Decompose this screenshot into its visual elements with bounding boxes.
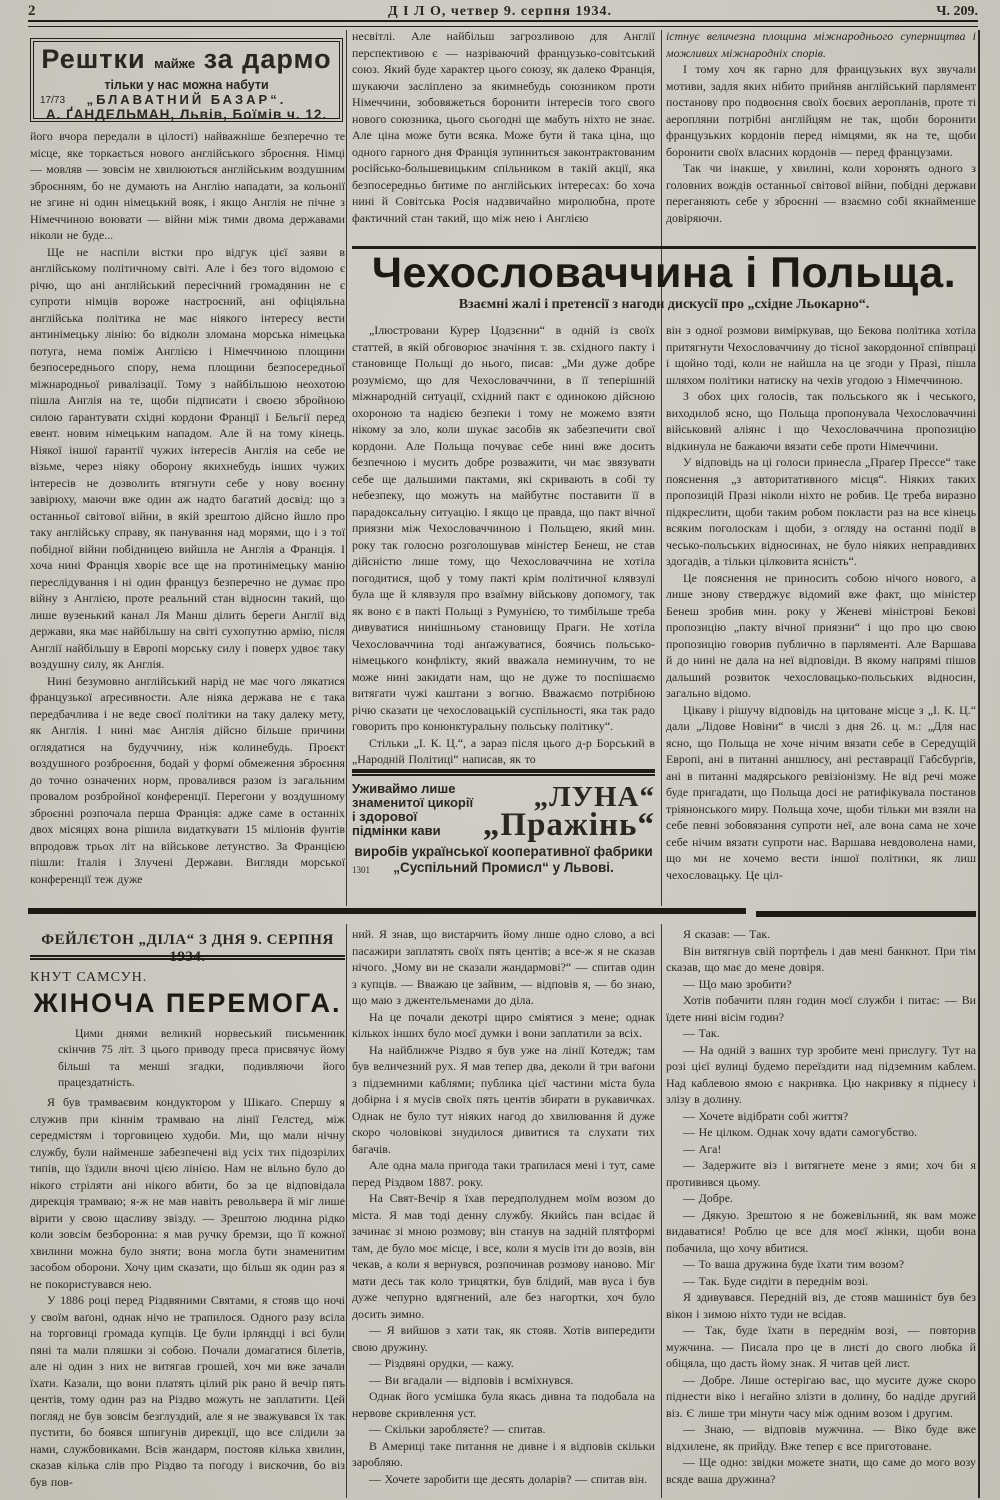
paragraph: несвітлі. Але найбільш загрозливою для Англії перспективою є — назріваючий французько-совітський союз. Який буде характер цього союзу, як далеко Франція, шукаючи засліплено за якимнебудь союзником проти Німеччини, зобовяжеться боронити інтересів того свого нового союзника, цього сьогодні ще мабуть ніхто не знає. Але ціна може бути всяка. Може бути й така ціна, що одного гарного дня Франція зупиниться законтрактованим російсько-большевицьким спільником в такій акції, яка безпосередньо битиме по англійських інтересах: бо хоча нині й Совітська Росія надзвичайно миролюбна, проте фактичний стан такий, що між нею і Англією [352,29,655,225]
article-column-1 [352,322,655,766]
page-number: 2 [28,3,36,19]
section-divider-bar [28,908,746,914]
middle-column-top-text [352,28,655,246]
column-divider [346,924,347,1498]
feuilleton-rule [30,955,345,960]
ad-store-label: „БЛАВАТНИЙ БАЗАР“. [86,92,287,107]
paragraph: — Так, буде їхати в переднім возі, — повторив мужчина. — Писала про це в листі до свого любка й обіцяла, що дасть йому знак. Я читав цей лист. [666,1323,976,1370]
ad-luna-line: Уживаймо лише [352,781,456,796]
paragraph: — Різдвяні орудки, — кажу. [369,1356,514,1370]
paragraph: Він витягнув свій портфель і дав мені банкнот. При тім сказав, що має до мене довіря. [666,943,976,974]
paragraph: На це почали декотрі щиро сміятися з мене; однак кількох інших було моєї думки і вони заплатили за всіх. [352,1009,655,1040]
paragraph: істнує величезна площина міжнароднього суперництва і можливих міжнародніх спорів. [666,29,976,60]
paragraph: І тому хоч як гарно для французьких вух звучали мотиви, задля яких нібито прийняв англійський парлямент постанову про подвоєння своїх боєвих аеропланів, проте ті аеропляни потрібні англійцям не так, щоби боронити французьких кордонів перед німцями, як на те, щоби боронити своїх власних кордонів — перед французами. [666,62,976,159]
paragraph: Стільки „І. К. Ц.“, а зараз після цього д-р Борський в „Народній Політиці“ написав, як то [352,735,655,766]
paragraph: — Добре. [683,1191,733,1205]
column-divider [661,924,662,1498]
masthead: Д І Л О, четвер 9. серпня 1934. [387,4,613,19]
ad-prazhin-brand: „Пражінь“ [482,807,655,843]
ad-subline: тільки у нас можна набути [104,78,269,92]
paragraph: — Не цілком. Однак хочу вдати самогубство. [683,1125,918,1139]
paragraph: Так чи інакше, у хвилині, коли хоронять одного з головних вождів останньої світової війни, побідні держави переганяють себе у зброєнні — взаємно собі якнайменше довіряючи. [666,161,976,225]
ad-luna-ref-number: 1301 [352,865,370,875]
paragraph: — То ваша дружина буде їхати тим возом? [683,1257,905,1271]
feuilleton-column-2 [352,926,655,1498]
issue-number: Ч. 209. [936,4,978,19]
paragraph: На Свят-Вечір я їхав передполуднем моїм возом до міста. Я мав тоді денну службу. Якийсь пан всідає й зачинає зі мною розмову; він станув на задній плятформі там, де було моє місце, і все, коли я мусів іти до возів, він чекав, а коли я вернувся, розпочинав розмову наново. Міг мати десь так коло трицятки, був блідий, мав вуса і був дуже чепурно вдягнений, але без нагортки, хоч було досить зимно. [352,1191,655,1321]
paragraph: ний. Я знав, що вистарчить йому лише одно слово, а всі пасажири заплатять своїх пять центів; а все-ж я не сказав нічого. „Чому ви не сказали жандармові?“ — спитав один з купців. — Вважаю це зайвим, — відповів я, — бо знаю, що маю з джентельменами до діла. [352,927,655,1007]
paragraph: — Знаю, — відповів мужчина. — Віко буде вже відхилене, як прийду. Вже тепер є все приготоване. [666,1422,976,1453]
paragraph: Нині безумовно англійський нарід не має чого лякатися французької аґресивности. Але ніяка держава не є така передбачлива і не веде своєї політики на таку далеку мету, як Англія. І нині має Англія дійсно більше причини оглядатися на будуччину, ніж колинебудь. Проєкт воздушного розброєння, бодай у формі обмеження зброєння до точно означених норм, провалився разом із загальним провалом розбройної конференції. Перегони у воздушному зброєнні розпочала перша Франція: адже саме в останніх двох місяцях вона рішила видаткувати 15 міліонів фунтів впродовж трьох літ на військове летунство. За Францією пішли: Італія і Злучені Держави. Вигляди морської конференції теж дуже [30,673,345,886]
paragraph: — Дякую. Зрештою я не божевільний, як вам може видаватися! Роблю це все для моєї жінки, щоби вона побачила, що хочу вбитися. [666,1207,976,1255]
ad-luna-left-text [352,810,441,838]
ad-luna-line: знаменитої цикорії [352,795,474,810]
paragraph: Цими днями великий норвеський письменник скінчив 75 літ. З цього приводу преса присвячує йому більші та менші згадки, подивляючи його працездатність. [58,1027,345,1089]
article-headline-block [352,251,976,313]
ad-store-name [34,92,339,107]
paragraph: У відповідь на ці голоси принесла „Праґер Прессе“ таке пояснення „з авторитативного місця“. Ніяких таких пропозицій Празі ніколи ніхто не робив. Це треба виразно підкреслити, щоби таким робом покласти раз на все кінець всяким поголоскам і щоби, з огляду на останні події в чесько-польських відносинах, не було ніяких неправдивих здогадів, а тільки цілковита ясність“. [666,455,976,568]
article-column-2 [666,322,976,908]
paragraph: У 1886 році перед Різдвяними Святами, я стояв що ночі у своїм ваґоні, однак нічо не трапилося. Одного разу всіла на торговиці громада купців. Це були ірляндці і всі були пяні та мали пляшки зі собою. Почали домагатися білетів, але ні один з них не витягав грошей, хоч ми вже зачали їхати. Казали, що вони платять цілий рік рано й вечір пять центів, тому один раз на Різдво можуть не заплатити. Цей погляд не був зовсім безглуздий, але я не зважувався їх так пустити, бо боявся шпигунів дирекції, що все слідили за нами, службовиками. Всів жандарм, постояв кілька хвилин, сказав кілька слів про Різдво та погоду і вискочив, бо віз був пов- [30,1293,345,1489]
paragraph: — Скільки заробляєте? — спитав. [369,1422,546,1436]
feuilleton-title: ЖІНОЧА ПЕРЕМОГА. [33,988,342,1018]
feuilleton-column-3 [666,926,976,1498]
ad-word-small: майже [154,56,196,71]
ad-luna-brand: „ЛУНА“ [533,781,655,813]
ad-address: А. ҐАНДЕЛЬМАН, Львів, Боїмів ч. 12. [45,107,328,122]
ad-blavatny-bazar [30,38,343,122]
right-column-top-text [666,28,976,242]
ad-luna-factory-line: виробів української кооперативної фабрики [354,844,653,859]
paragraph: Цікаву і рішучу відповідь на цитоване місце з „І. К. Ц.“ дали „Лідове Новіни“ в числі з дня 26. ц. м.: „Для нас ясно, що Польща не хоче нічим вязати себе в Середущій Европі, ані в питанні аншлюсу, ані реставрації Габсбурґів, ані в питанні мадярського ревізіонізму. Не від речі може буде пригадати, що Польща досі не ратифікувала постанов тріянонського миру. Польща хоче, щоби тільки ми взяли на себе певні зобовязання супроти неї, але вона сама не хоче себе нічим вязати супроти нас. Варшава невдоволена нами, що ми не хочемо вести іншої політики, як лиш чехословацьку. Це ціл- [666,702,976,882]
feuilleton-author: КНУТ САМСУН. [30,970,148,985]
ad-luna-row1 [352,781,655,813]
paragraph: — Так. Буде сидіти в переднім возі. [683,1273,869,1288]
paragraph: його вчора передали в цілості) найважніше безперечно те місце, яке торкається нового англійського зброєння. Німці — мовляв — зовсім не хвилюються англійським воздушним зброєнням, бо не думають на Англію нападати, за кольонії не згине ні один німецький вояк, і якщо Англія не пічне з Німеччиною воювати — війни між тими двома державами ніколи не буде... [30,129,345,242]
ad-word-big: Рештки [41,44,146,74]
column-divider [346,30,347,906]
paragraph: Хотів побачити плян годин моєї служби і питає: — Ви їдете нині вісім годин? [666,993,976,1024]
paragraph: Однак його усмішка була якась дивна та подобала на нервове скривлення уст. [352,1389,655,1420]
feuilleton-column-1 [30,1094,345,1498]
paragraph: — На одній з ваших тур зробите мені прислугу. Тут на розі цієї вулиці будемо переїздити над підземним каблем. Над каблевою ямою є накривка. Цю накривку я піднесу і злізу в долину. [666,1042,976,1106]
paragraph: — Так. [683,1026,720,1040]
paragraph: він з одної розмови виміркував, що Бекова політика хотіла притягнути Чехословаччину до тісної закордонної співпраці і щойно тоді, коли не найшла на це згоди у Празі, пішла шляхом політики натиску на чехів угодою з Німеччиною. [666,323,976,387]
paragraph: — Ага! [683,1141,722,1156]
ad-headline [34,45,339,78]
article-subtitle: Взаємні жалі і претенсії з нагоди дискусії про „східне Льокарно“. [458,297,870,312]
paragraph: — Я вийшов з хати так, як стояв. Хотів випередити свою дружину. [352,1323,655,1354]
paragraph: — Задержите віз і витягнете мене з ями; хоч би я противився цьому. [666,1158,976,1189]
ad-luna-line: і здорової [352,809,418,824]
paragraph: — Добре. Лише остерігаю вас, що мусите дуже скоро піднести віко і негайно злізти в долину, бо надіде другий віз. Є лише три мінути часу між одним возом і другим. [666,1372,976,1420]
ad-luna-row2 [352,807,655,843]
feuilleton-intro [58,1026,345,1092]
paragraph: — Ще одно: звідки можете знати, що саме до мого возу всяде ваша дружина? [666,1455,976,1486]
column-divider [661,30,662,906]
paragraph: Але одна мала пригода таки трапилася мені і тут, саме перед Різдвом 1887. року. [352,1158,655,1189]
section-divider-bar [756,911,976,917]
ad-luna-top-rule [352,769,655,776]
paragraph: Я здивувався. Передній віз, де стояв машиніст був без вікон і зимою ніхто туди не всідав. [666,1290,976,1321]
feuilleton-kicker: ФЕЙЛЄТОН „ДІЛА“ З ДНЯ 9. СЕРПНЯ 1934. [41,932,334,965]
paragraph: — Що маю зробити? [683,976,792,991]
ad-luna-left-text [352,782,473,810]
article-headline: Чехословаччина і Польща. [371,249,957,297]
paragraph: З обох цих голосів, так польського як і чеського, виходилоб ясно, що Польща пропонувала Чехословаччині військовий аліянс і що Чехословаччина пропозицію відкинула не бажаючи вязати себе проти Німеччини. [666,389,976,453]
ad-luna-company-line [352,860,655,876]
paragraph: — Ви вгадали — відповів і всміхнувся. [369,1372,574,1387]
paragraph: Ще не наспіли вістки про відгук цієї заяви в англійському політичному світі. Але і без того відомою є річю, що ані англійський пересічний громадянин не є супроти німців вороже настроєний, ані офіціяльна англійська політика не має ніякого інтересу вести антинімецьку лінію: бо відколи зломана морська німецька потуга, нема поміж Англією і Німеччиною площини безпосереднього спору, нема площини безпосередньої міжнародньої ривалізації. Тому з найбільшою неохотою пішла Англія на те, щоби підписати і своєю збройною силою ґарантувати східні кордони Франції і Бельгії перед евент. новим німецьким нападом. Але й на тому кінець. Ніякої іншої ґарантії чужих інтересів Англія на себе не візьме, через ніяку оборону якихнебудь інших чужих інтересів не дозволить втягнути себе у нову воєнну завірюху, маючи вже один аж надто багатий досвід: що з останньої світової війни, в якій зрештою дійсно йшло про таку англійську справу, як панування над морями, що і з тої побідної війни побідницею вийшла не Англія а Франція. І хоча нині Франція хворіє все ще на протинімецьку манію переслідування і ні один француз безперечно не думає про війну з Англією, проте реальний стан відносин такий, що лише вузенький канал Ля Манш ділить береги Англії від держави, яка має найбільшу на світі сухопутню армію, після Англії найбільшу в Европі морську силу і поверх удвоє таку воздушну силу, як Англія. [30,244,345,671]
page-edge-rule [978,30,980,1498]
paragraph: Це пояснення не приносить собою нічого нового, а лише знову стверджує відомий вже факт, що міністер Бенеш зробив мин. року у Женеві міністрові Бекові пропозицію „пакту вічної приязни“ і що про цю свою пропозицію говорив публично в парляменті. Але Варшава й до нині не дала на неї відповіди. В якому напрямі пішов дальший розвиток чехословацько-польських відносин, загально відомо. [666,570,976,700]
left-column-text [30,128,345,908]
ad-luna-prazhin [352,782,655,894]
ad-luna-company: „Суспільний Промисл“ у Львові. [393,860,614,875]
paragraph: — Хочете заробити ще десять доларів? — спитав він. [369,1471,648,1486]
paragraph: На найближче Різдво я був уже на лінії Котедж; там був величезний рух. Я мав тепер два, деколи й три ваґони з підземними каблями; публика цієї частини міста була добірна і я мусів своїх пять центів збирати в рукавичках. Однак не було тут ніяких нагод до хвилювання й дуже скоро чоловікові знудилося дивитися та слухати тих багачів. [352,1042,655,1156]
paragraph: Я сказав: — Так. [683,927,771,941]
header-rule [28,20,978,27]
paragraph: В Америці таке питання не дивне і я відповів скільки заробляю. [352,1438,655,1469]
ad-luna-line: підмінки кави [352,823,441,838]
paragraph: — Хочете відібрати собі життя? [683,1108,849,1123]
paragraph: „Ілюстровани Курер Цодзєнни“ в одній із своїх статтей, в якій обговорює значіння т. зв. східного пакту і становище Польщі до нього, писав: „Ми дуже добре розуміємо, що для Чехословаччини, в її теперішній міжнародній ситуації, східний пакт є одинокою дійсною охороною та надією безпеки і тому не можемо взяти нікому за зло, коли шукає засобів як забезпечити свої кордони. Але Польща почуває себе нині вже досить безпечною і мусить добре розважити, чи має звязувати себе ще дальшими пактами, які скривають в собі ту небезпеку, що можуть на майбутнє поставити її в парадоксальну ситуацію. І якщо це правда, що пакт вічної приязни між Чехословаччиною і Польщею, який мин. року так голосно розголошував міністер Бенеш, не став дійсністю лише тому, що Чехословаччина не хотіла погодитися, щоб у тому пакті крім політичної клявзулі була ще й клявзуля про взаїмну військову допомогу, так як воно є в пакті Польщі з Румунією, то тимбільше треба дивуватися нинішньому становищу Праги. Не хотіла Чехословаччина тоді анґажуватися, боячись польсько-німецького конфлікту, який вважала неминучим, то не може нині закидати нам, що не дуже то поспішаємо витягати чужі каштани з вогню. Вважаємо потрібною річю сказати це чехословацькій суспільності, яка так радо говорить про конюнктуральну польську політику“. [352,323,655,733]
ad-ref-number: 17/73 [40,95,66,106]
paragraph: Я був трамваєвим кондуктором у Шікаґо. Спершу я служив при кіннім трамваю на лінії Гелстед, між середмістям і торговицею худоби. Ми, що мали нічну службу, були найменше забезпечені від усіх тих підозрілих типів, що їздили вночі цією лінією. Нам не вільно було до нікого стріляти ані нікого вбити, бо за це відповідала дирекція трамваю; я-ж не мав навіть револьвера й міг лише вірити у свою щасливу звізду. — Зрештою людина рідко коли зовсім безборонна: я мав ручку бремзи, що її кожної хвилини можна було зняти; вона могла бути знаменитим засобом оборони. Хочу цим сказати, що більш як один раз я не покористувався нею. [30,1095,345,1291]
ad-word-big: за дармо [203,44,332,74]
